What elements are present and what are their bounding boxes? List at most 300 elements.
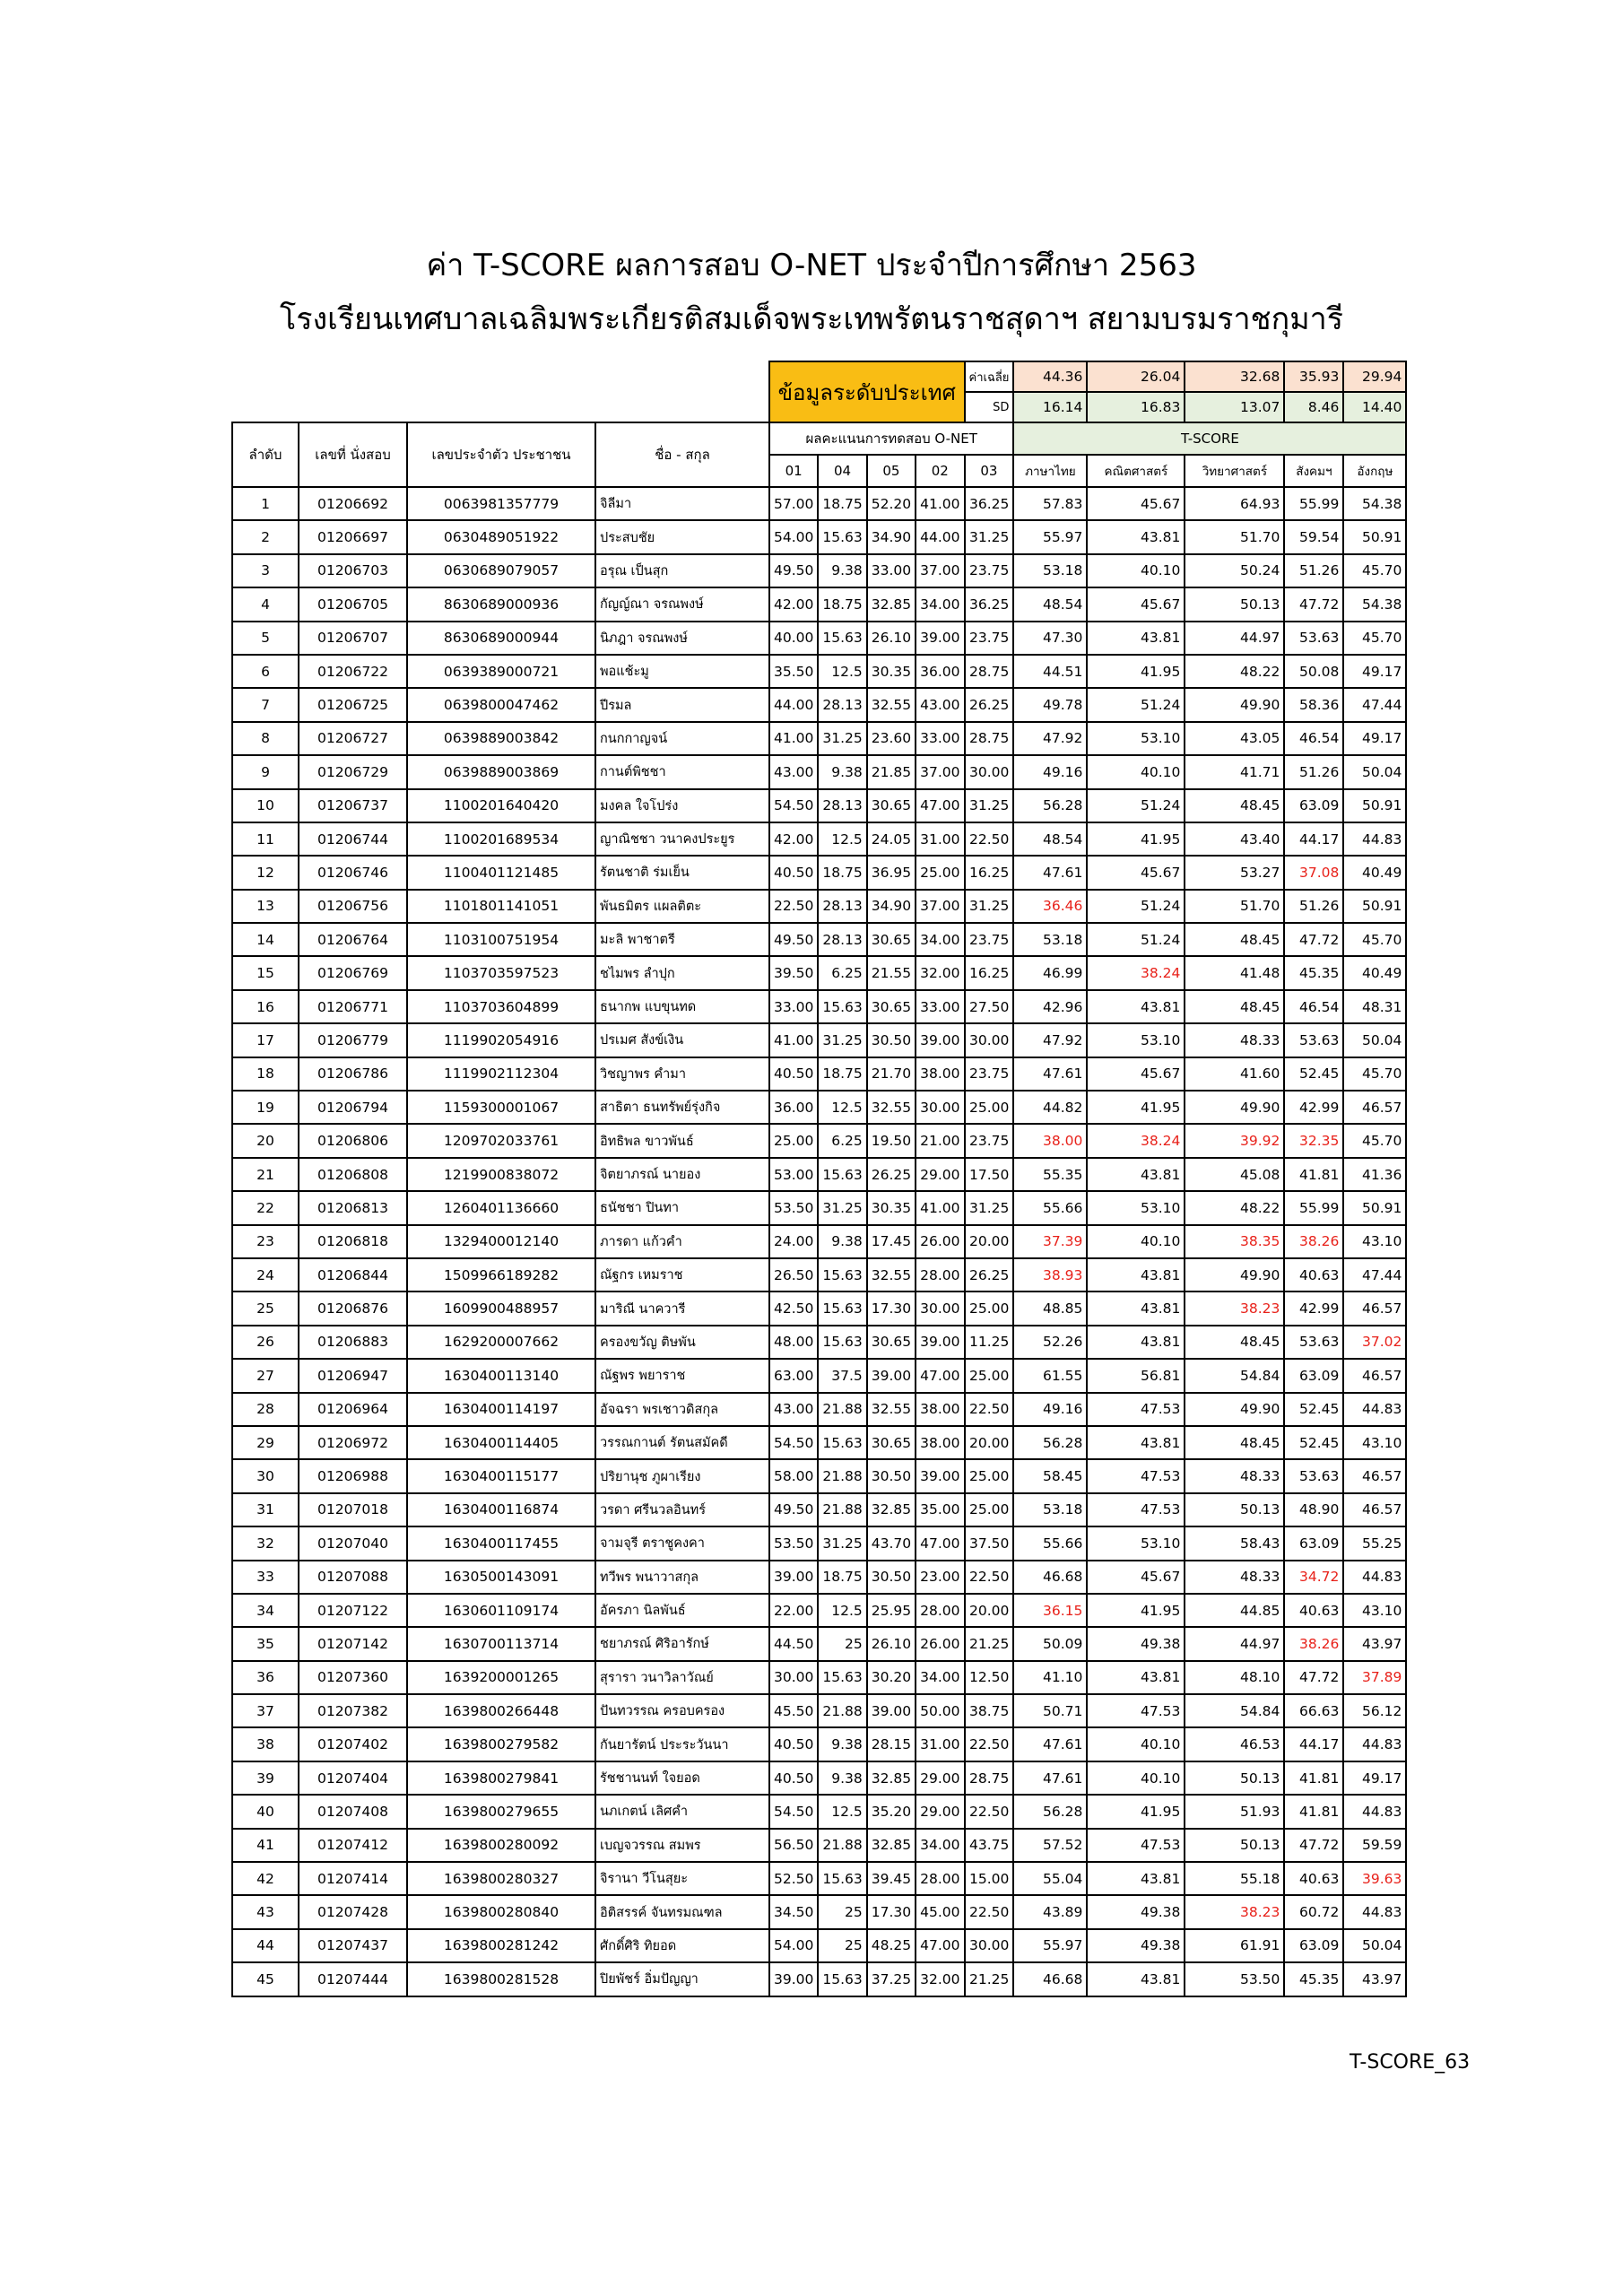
- cell-score-05: 17.30: [867, 1895, 916, 1928]
- cell-score-03: 15.00: [965, 1862, 1014, 1895]
- cell-tscore-math: 41.95: [1087, 1795, 1185, 1828]
- cell-tscore-english: 43.97: [1343, 1962, 1406, 1996]
- cell-citizen-id: 0639389000721: [407, 655, 595, 688]
- cell-score-01: 22.50: [769, 890, 818, 923]
- cell-seat: 01206771: [299, 990, 407, 1023]
- cell-tscore-math: 41.95: [1087, 1091, 1185, 1124]
- cell-score-05: 17.30: [867, 1292, 916, 1325]
- school-name: โรงเรียนเทศบาลเฉลิมพระเกียรติสมเด็จพระเทพรัตนราชสุดาฯ สยามบรมราชกุมารี: [280, 301, 1343, 337]
- national-mean-cell: 29.94: [1343, 361, 1406, 392]
- table-row: [232, 1594, 1406, 1627]
- cell-tscore-math: 43.81: [1087, 622, 1185, 655]
- cell-score-05: 25.95: [867, 1594, 916, 1627]
- cell-seat: 01207088: [299, 1561, 407, 1594]
- cell-tscore-social: 51.26: [1284, 755, 1343, 788]
- cell-citizen-id: 1630400116874: [407, 1493, 595, 1526]
- cell-tscore-thai: 48.54: [1013, 587, 1087, 621]
- cell-name: วรดา ศรีนวลอินทร์: [595, 1493, 769, 1526]
- cell-score-04: 9.38: [818, 1761, 866, 1795]
- cell-score-04: 18.75: [818, 487, 866, 520]
- cell-tscore-english: 44.83: [1343, 1393, 1406, 1426]
- cell-tscore-math: 40.10: [1087, 755, 1185, 788]
- cell-tscore-math: 43.81: [1087, 1962, 1185, 1996]
- cell-score-02: 26.00: [916, 1225, 964, 1258]
- cell-tscore-thai: 47.61: [1013, 1727, 1087, 1761]
- cell-score-03: 43.75: [965, 1829, 1014, 1862]
- table-row: [232, 1225, 1406, 1258]
- cell-tscore-thai: 57.83: [1013, 487, 1087, 520]
- cell-seat: 01206727: [299, 722, 407, 755]
- cell-citizen-id: 1639200001265: [407, 1661, 595, 1694]
- cell-score-05: 30.65: [867, 1326, 916, 1359]
- cell-tscore-social: 48.90: [1284, 1493, 1343, 1526]
- cell-score-05: 19.50: [867, 1124, 916, 1157]
- cell-tscore-social: 41.81: [1284, 1761, 1343, 1795]
- cell-tscore-math: 43.81: [1087, 1158, 1185, 1191]
- cell-tscore-social: 58.36: [1284, 688, 1343, 721]
- cell-tscore-math: 47.53: [1087, 1459, 1185, 1492]
- cell-score-03: 26.25: [965, 1258, 1014, 1292]
- cell-score-03: 26.25: [965, 688, 1014, 721]
- cell-tscore-science: 43.40: [1185, 822, 1284, 856]
- national-sd-cell: 13.07: [1185, 392, 1284, 422]
- cell-tscore-math: 43.81: [1087, 1258, 1185, 1292]
- cell-score-03: 23.75: [965, 1057, 1014, 1091]
- cell-score-03: 23.75: [965, 622, 1014, 655]
- cell-score-05: 32.55: [867, 1393, 916, 1426]
- cell-no: 19: [232, 1091, 299, 1124]
- cell-score-04: 18.75: [818, 1057, 866, 1091]
- cell-name: ณัฐกร เหมราช: [595, 1258, 769, 1292]
- cell-score-01: 56.50: [769, 1829, 818, 1862]
- cell-tscore-thai: 49.16: [1013, 755, 1087, 788]
- cell-citizen-id: 1119902112304: [407, 1057, 595, 1091]
- cell-name: ปรเมศ สังข์เงิน: [595, 1023, 769, 1057]
- cell-tscore-science: 38.23: [1185, 1292, 1284, 1325]
- cell-score-05: 32.55: [867, 1258, 916, 1292]
- cell-score-01: 41.00: [769, 1023, 818, 1057]
- cell-score-04: 28.13: [818, 688, 866, 721]
- cell-score-01: 54.00: [769, 1929, 818, 1962]
- cell-score-05: 37.25: [867, 1962, 916, 1996]
- cell-tscore-thai: 42.96: [1013, 990, 1087, 1023]
- cell-score-05: 28.15: [867, 1727, 916, 1761]
- cell-citizen-id: 1630400117455: [407, 1526, 595, 1560]
- cell-score-05: 23.60: [867, 722, 916, 755]
- cell-score-02: 47.00: [916, 1526, 964, 1560]
- cell-seat: 01206764: [299, 923, 407, 956]
- cell-citizen-id: 1219900838072: [407, 1158, 595, 1191]
- table-row: [232, 1191, 1406, 1224]
- cell-name: สุรารา วนาวิลาวัณย์: [595, 1661, 769, 1694]
- cell-score-02: 30.00: [916, 1292, 964, 1325]
- cell-score-01: 25.00: [769, 1124, 818, 1157]
- cell-tscore-english: 45.70: [1343, 1124, 1406, 1157]
- cell-score-03: 31.25: [965, 890, 1014, 923]
- cell-score-02: 28.00: [916, 1258, 964, 1292]
- cell-score-03: 31.25: [965, 789, 1014, 822]
- cell-score-03: 22.50: [965, 1895, 1014, 1928]
- cell-score-02: 39.00: [916, 1023, 964, 1057]
- cell-tscore-social: 63.09: [1284, 1359, 1343, 1392]
- cell-tscore-science: 43.05: [1185, 722, 1284, 755]
- cell-tscore-thai: 56.28: [1013, 789, 1087, 822]
- table-row: [232, 1694, 1406, 1727]
- cell-score-04: 37.5: [818, 1359, 866, 1392]
- cell-no: 2: [232, 520, 299, 553]
- cell-tscore-math: 53.10: [1087, 1023, 1185, 1057]
- cell-seat: 01207142: [299, 1627, 407, 1660]
- cell-tscore-english: 40.49: [1343, 856, 1406, 889]
- cell-seat: 01206972: [299, 1426, 407, 1459]
- cell-score-02: 34.00: [916, 1661, 964, 1694]
- cell-tscore-english: 59.59: [1343, 1829, 1406, 1862]
- cell-tscore-thai: 46.68: [1013, 1962, 1087, 1996]
- cell-seat: 01206705: [299, 587, 407, 621]
- cell-name: ปิยพัชร์ อิ่มปัญญา: [595, 1962, 769, 1996]
- cell-score-02: 34.00: [916, 587, 964, 621]
- cell-tscore-math: 43.81: [1087, 1661, 1185, 1694]
- cell-tscore-social: 41.81: [1284, 1158, 1343, 1191]
- cell-tscore-science: 51.70: [1185, 890, 1284, 923]
- cell-citizen-id: 1639800280840: [407, 1895, 595, 1928]
- cell-score-04: 31.25: [818, 1023, 866, 1057]
- cell-score-05: 26.10: [867, 1627, 916, 1660]
- cell-score-01: 40.00: [769, 622, 818, 655]
- cell-score-05: 30.50: [867, 1459, 916, 1492]
- cell-no: 42: [232, 1862, 299, 1895]
- cell-name: อัจฉรา พรเชาวดิสกุล: [595, 1393, 769, 1426]
- cell-tscore-science: 51.70: [1185, 520, 1284, 553]
- cell-score-01: 54.50: [769, 1795, 818, 1828]
- cell-score-04: 31.25: [818, 1191, 866, 1224]
- cell-name: อิติสรรค์ จันทรมณฑล: [595, 1895, 769, 1928]
- table-row: [232, 856, 1406, 889]
- header-tscore-col: วิทยาศาสตร์: [1185, 455, 1284, 487]
- cell-tscore-english: 50.91: [1343, 890, 1406, 923]
- header-score-col: 03: [965, 455, 1014, 487]
- header-score-col: 04: [818, 455, 866, 487]
- page-title: ค่า T-SCORE ผลการสอบ O-NET ประจำปีการศึกษา 2563: [426, 248, 1197, 283]
- cell-tscore-math: 45.67: [1087, 1057, 1185, 1091]
- cell-seat: 01207444: [299, 1962, 407, 1996]
- cell-score-01: 49.50: [769, 923, 818, 956]
- table-row: [232, 1459, 1406, 1492]
- cell-no: 31: [232, 1493, 299, 1526]
- cell-citizen-id: 1630500143091: [407, 1561, 595, 1594]
- cell-seat: 01207437: [299, 1929, 407, 1962]
- cell-score-03: 23.75: [965, 554, 1014, 587]
- cell-tscore-social: 53.63: [1284, 622, 1343, 655]
- cell-no: 39: [232, 1761, 299, 1795]
- cell-tscore-social: 44.17: [1284, 822, 1343, 856]
- cell-score-02: 43.00: [916, 688, 964, 721]
- cell-tscore-thai: 55.66: [1013, 1526, 1087, 1560]
- cell-score-05: 39.45: [867, 1862, 916, 1895]
- cell-citizen-id: 1639800279582: [407, 1727, 595, 1761]
- cell-name: วรรณกานต์ รัตนสมัคดี: [595, 1426, 769, 1459]
- cell-score-03: 17.50: [965, 1158, 1014, 1191]
- table-row: [232, 956, 1406, 989]
- cell-name: กานต์พิชชา: [595, 755, 769, 788]
- cell-tscore-social: 53.63: [1284, 1326, 1343, 1359]
- cell-citizen-id: 1630400113140: [407, 1359, 595, 1392]
- cell-tscore-thai: 36.15: [1013, 1594, 1087, 1627]
- cell-tscore-social: 47.72: [1284, 1829, 1343, 1862]
- cell-tscore-math: 43.81: [1087, 1862, 1185, 1895]
- cell-score-05: 39.00: [867, 1359, 916, 1392]
- table-row: [232, 990, 1406, 1023]
- cell-score-04: 15.63: [818, 1158, 866, 1191]
- cell-score-01: 39.50: [769, 956, 818, 989]
- cell-score-05: 21.85: [867, 755, 916, 788]
- cell-tscore-english: 54.38: [1343, 487, 1406, 520]
- cell-score-03: 25.00: [965, 1091, 1014, 1124]
- cell-seat: 01206786: [299, 1057, 407, 1091]
- cell-score-02: 32.00: [916, 1962, 964, 1996]
- cell-score-01: 58.00: [769, 1459, 818, 1492]
- header-row-1: [232, 422, 1406, 455]
- cell-score-01: 22.00: [769, 1594, 818, 1627]
- cell-score-03: 30.00: [965, 755, 1014, 788]
- header-name: ชื่อ - สกุล: [595, 422, 769, 487]
- cell-seat: 01207382: [299, 1694, 407, 1727]
- cell-tscore-science: 50.13: [1185, 587, 1284, 621]
- cell-tscore-english: 40.49: [1343, 956, 1406, 989]
- cell-tscore-english: 50.91: [1343, 789, 1406, 822]
- cell-tscore-science: 64.93: [1185, 487, 1284, 520]
- cell-no: 36: [232, 1661, 299, 1694]
- cell-score-04: 15.63: [818, 1292, 866, 1325]
- cell-tscore-thai: 38.00: [1013, 1124, 1087, 1157]
- table-row: [232, 1895, 1406, 1928]
- cell-tscore-math: 40.10: [1087, 1761, 1185, 1795]
- cell-tscore-science: 49.90: [1185, 1258, 1284, 1292]
- cell-tscore-science: 48.45: [1185, 789, 1284, 822]
- table-row: [232, 1929, 1406, 1962]
- header-score-col: 05: [867, 455, 916, 487]
- cell-tscore-english: 44.83: [1343, 822, 1406, 856]
- cell-tscore-social: 53.63: [1284, 1459, 1343, 1492]
- cell-tscore-science: 48.45: [1185, 1326, 1284, 1359]
- cell-score-02: 47.00: [916, 1359, 964, 1392]
- cell-score-02: 28.00: [916, 1594, 964, 1627]
- cell-score-04: 12.5: [818, 1091, 866, 1124]
- table-row: [232, 1057, 1406, 1091]
- cell-tscore-science: 49.90: [1185, 1091, 1284, 1124]
- cell-score-03: 30.00: [965, 1929, 1014, 1962]
- cell-tscore-science: 44.85: [1185, 1594, 1284, 1627]
- cell-score-02: 39.00: [916, 1459, 964, 1492]
- cell-tscore-thai: 43.89: [1013, 1895, 1087, 1928]
- cell-tscore-social: 45.35: [1284, 956, 1343, 989]
- cell-citizen-id: 8630689000944: [407, 622, 595, 655]
- cell-tscore-english: 49.17: [1343, 1761, 1406, 1795]
- cell-tscore-science: 41.60: [1185, 1057, 1284, 1091]
- cell-tscore-science: 50.13: [1185, 1493, 1284, 1526]
- cell-tscore-science: 53.27: [1185, 856, 1284, 889]
- cell-tscore-thai: 55.97: [1013, 520, 1087, 553]
- cell-tscore-english: 46.57: [1343, 1493, 1406, 1526]
- cell-seat: 01207018: [299, 1493, 407, 1526]
- cell-tscore-thai: 44.82: [1013, 1091, 1087, 1124]
- cell-tscore-english: 44.83: [1343, 1895, 1406, 1928]
- cell-score-01: 26.50: [769, 1258, 818, 1292]
- cell-tscore-social: 51.26: [1284, 890, 1343, 923]
- cell-tscore-social: 45.35: [1284, 1962, 1343, 1996]
- cell-tscore-english: 47.44: [1343, 1258, 1406, 1292]
- table-row: [232, 1326, 1406, 1359]
- cell-score-01: 44.50: [769, 1627, 818, 1660]
- cell-tscore-english: 44.83: [1343, 1795, 1406, 1828]
- cell-tscore-math: 51.24: [1087, 789, 1185, 822]
- table-row: [232, 1727, 1406, 1761]
- cell-score-02: 23.00: [916, 1561, 964, 1594]
- cell-score-05: 32.85: [867, 1829, 916, 1862]
- cell-score-05: 32.55: [867, 1091, 916, 1124]
- cell-tscore-science: 51.93: [1185, 1795, 1284, 1828]
- cell-score-02: 31.00: [916, 822, 964, 856]
- table-row: [232, 1023, 1406, 1057]
- cell-tscore-thai: 46.99: [1013, 956, 1087, 989]
- table-row: [232, 1761, 1406, 1795]
- cell-score-03: 25.00: [965, 1292, 1014, 1325]
- cell-score-01: 40.50: [769, 1727, 818, 1761]
- cell-tscore-science: 61.91: [1185, 1929, 1284, 1962]
- cell-name: ชไมพร ลำปุก: [595, 956, 769, 989]
- cell-tscore-science: 38.35: [1185, 1225, 1284, 1258]
- cell-tscore-science: 39.92: [1185, 1124, 1284, 1157]
- cell-tscore-thai: 52.26: [1013, 1326, 1087, 1359]
- table-row: [232, 1091, 1406, 1124]
- cell-name: ภารดา แก้วคำ: [595, 1225, 769, 1258]
- cell-tscore-thai: 55.35: [1013, 1158, 1087, 1191]
- cell-score-05: 33.00: [867, 554, 916, 587]
- cell-citizen-id: 1119902054916: [407, 1023, 595, 1057]
- cell-tscore-social: 59.54: [1284, 520, 1343, 553]
- cell-score-04: 6.25: [818, 1124, 866, 1157]
- cell-tscore-thai: 56.28: [1013, 1426, 1087, 1459]
- cell-score-02: 34.00: [916, 1829, 964, 1862]
- cell-tscore-math: 53.10: [1087, 1526, 1185, 1560]
- cell-score-03: 16.25: [965, 956, 1014, 989]
- cell-tscore-thai: 53.18: [1013, 1493, 1087, 1526]
- table-row: [232, 1258, 1406, 1292]
- cell-tscore-science: 45.08: [1185, 1158, 1284, 1191]
- cell-seat: 01207414: [299, 1862, 407, 1895]
- cell-tscore-science: 55.18: [1185, 1862, 1284, 1895]
- cell-name: มงคล ใจโปร่ง: [595, 789, 769, 822]
- cell-citizen-id: 8630689000936: [407, 587, 595, 621]
- cell-seat: 01206813: [299, 1191, 407, 1224]
- cell-tscore-thai: 38.93: [1013, 1258, 1087, 1292]
- cell-no: 26: [232, 1326, 299, 1359]
- cell-no: 12: [232, 856, 299, 889]
- cell-no: 32: [232, 1526, 299, 1560]
- cell-tscore-thai: 41.10: [1013, 1661, 1087, 1694]
- table-row: [232, 722, 1406, 755]
- cell-score-01: 53.50: [769, 1526, 818, 1560]
- cell-score-05: 30.35: [867, 655, 916, 688]
- table-row: [232, 1158, 1406, 1191]
- cell-seat: 01206818: [299, 1225, 407, 1258]
- cell-score-04: 12.5: [818, 822, 866, 856]
- cell-score-02: 38.00: [916, 1393, 964, 1426]
- cell-score-01: 54.00: [769, 520, 818, 553]
- cell-name: กันยารัตน์ ประระวันนา: [595, 1727, 769, 1761]
- cell-tscore-social: 44.17: [1284, 1727, 1343, 1761]
- cell-score-04: 31.25: [818, 722, 866, 755]
- cell-seat: 01206703: [299, 554, 407, 587]
- header-seat: เลขที่ นั่งสอบ: [299, 422, 407, 487]
- cell-score-01: 43.00: [769, 1393, 818, 1426]
- cell-tscore-science: 48.45: [1185, 990, 1284, 1023]
- header-tscore-group: T-SCORE: [1013, 422, 1406, 455]
- cell-citizen-id: 1639800281528: [407, 1962, 595, 1996]
- cell-tscore-thai: 55.04: [1013, 1862, 1087, 1895]
- cell-no: 4: [232, 587, 299, 621]
- header-score-col: 01: [769, 455, 818, 487]
- tscore-table-wrapper: [231, 361, 1407, 1997]
- table-row: [232, 520, 1406, 553]
- cell-tscore-thai: 44.51: [1013, 655, 1087, 688]
- table-row: [232, 1661, 1406, 1694]
- cell-name: จิตยาภรณ์ นายอง: [595, 1158, 769, 1191]
- cell-citizen-id: 0630689079057: [407, 554, 595, 587]
- cell-tscore-social: 46.54: [1284, 722, 1343, 755]
- cell-tscore-thai: 36.46: [1013, 890, 1087, 923]
- cell-score-02: 29.00: [916, 1761, 964, 1795]
- cell-score-03: 30.00: [965, 1023, 1014, 1057]
- cell-tscore-english: 43.10: [1343, 1594, 1406, 1627]
- national-sd-cell: 8.46: [1284, 392, 1343, 422]
- cell-score-04: 15.63: [818, 1962, 866, 1996]
- cell-score-05: 30.20: [867, 1661, 916, 1694]
- table-row: [232, 1426, 1406, 1459]
- cell-name: อิทธิพล ขาวพันธ์: [595, 1124, 769, 1157]
- cell-tscore-english: 47.44: [1343, 688, 1406, 721]
- cell-score-05: 35.20: [867, 1795, 916, 1828]
- cell-seat: 01206844: [299, 1258, 407, 1292]
- cell-citizen-id: 0063981357779: [407, 487, 595, 520]
- cell-score-02: 34.00: [916, 923, 964, 956]
- cell-score-04: 18.75: [818, 856, 866, 889]
- cell-no: 34: [232, 1594, 299, 1627]
- cell-seat: 01206947: [299, 1359, 407, 1392]
- cell-score-01: 30.00: [769, 1661, 818, 1694]
- cell-score-01: 53.00: [769, 1158, 818, 1191]
- cell-tscore-social: 63.09: [1284, 1526, 1343, 1560]
- cell-score-03: 23.75: [965, 1124, 1014, 1157]
- cell-name: ทวีพร พนาวาสกุล: [595, 1561, 769, 1594]
- table-row: [232, 822, 1406, 856]
- cell-score-02: 37.00: [916, 755, 964, 788]
- cell-citizen-id: 1639800279655: [407, 1795, 595, 1828]
- cell-tscore-science: 48.45: [1185, 923, 1284, 956]
- national-data-label: ข้อมูลระดับประเทศ: [769, 361, 965, 422]
- cell-score-01: 49.50: [769, 1493, 818, 1526]
- cell-tscore-thai: 50.71: [1013, 1694, 1087, 1727]
- cell-tscore-social: 42.99: [1284, 1091, 1343, 1124]
- cell-tscore-social: 66.63: [1284, 1694, 1343, 1727]
- national-mean-cell: 32.68: [1185, 361, 1284, 392]
- cell-score-02: 36.00: [916, 655, 964, 688]
- cell-score-01: 40.50: [769, 1761, 818, 1795]
- table-row: [232, 688, 1406, 721]
- tscore-table: [231, 361, 1407, 1997]
- cell-tscore-english: 44.83: [1343, 1561, 1406, 1594]
- cell-score-02: 25.00: [916, 856, 964, 889]
